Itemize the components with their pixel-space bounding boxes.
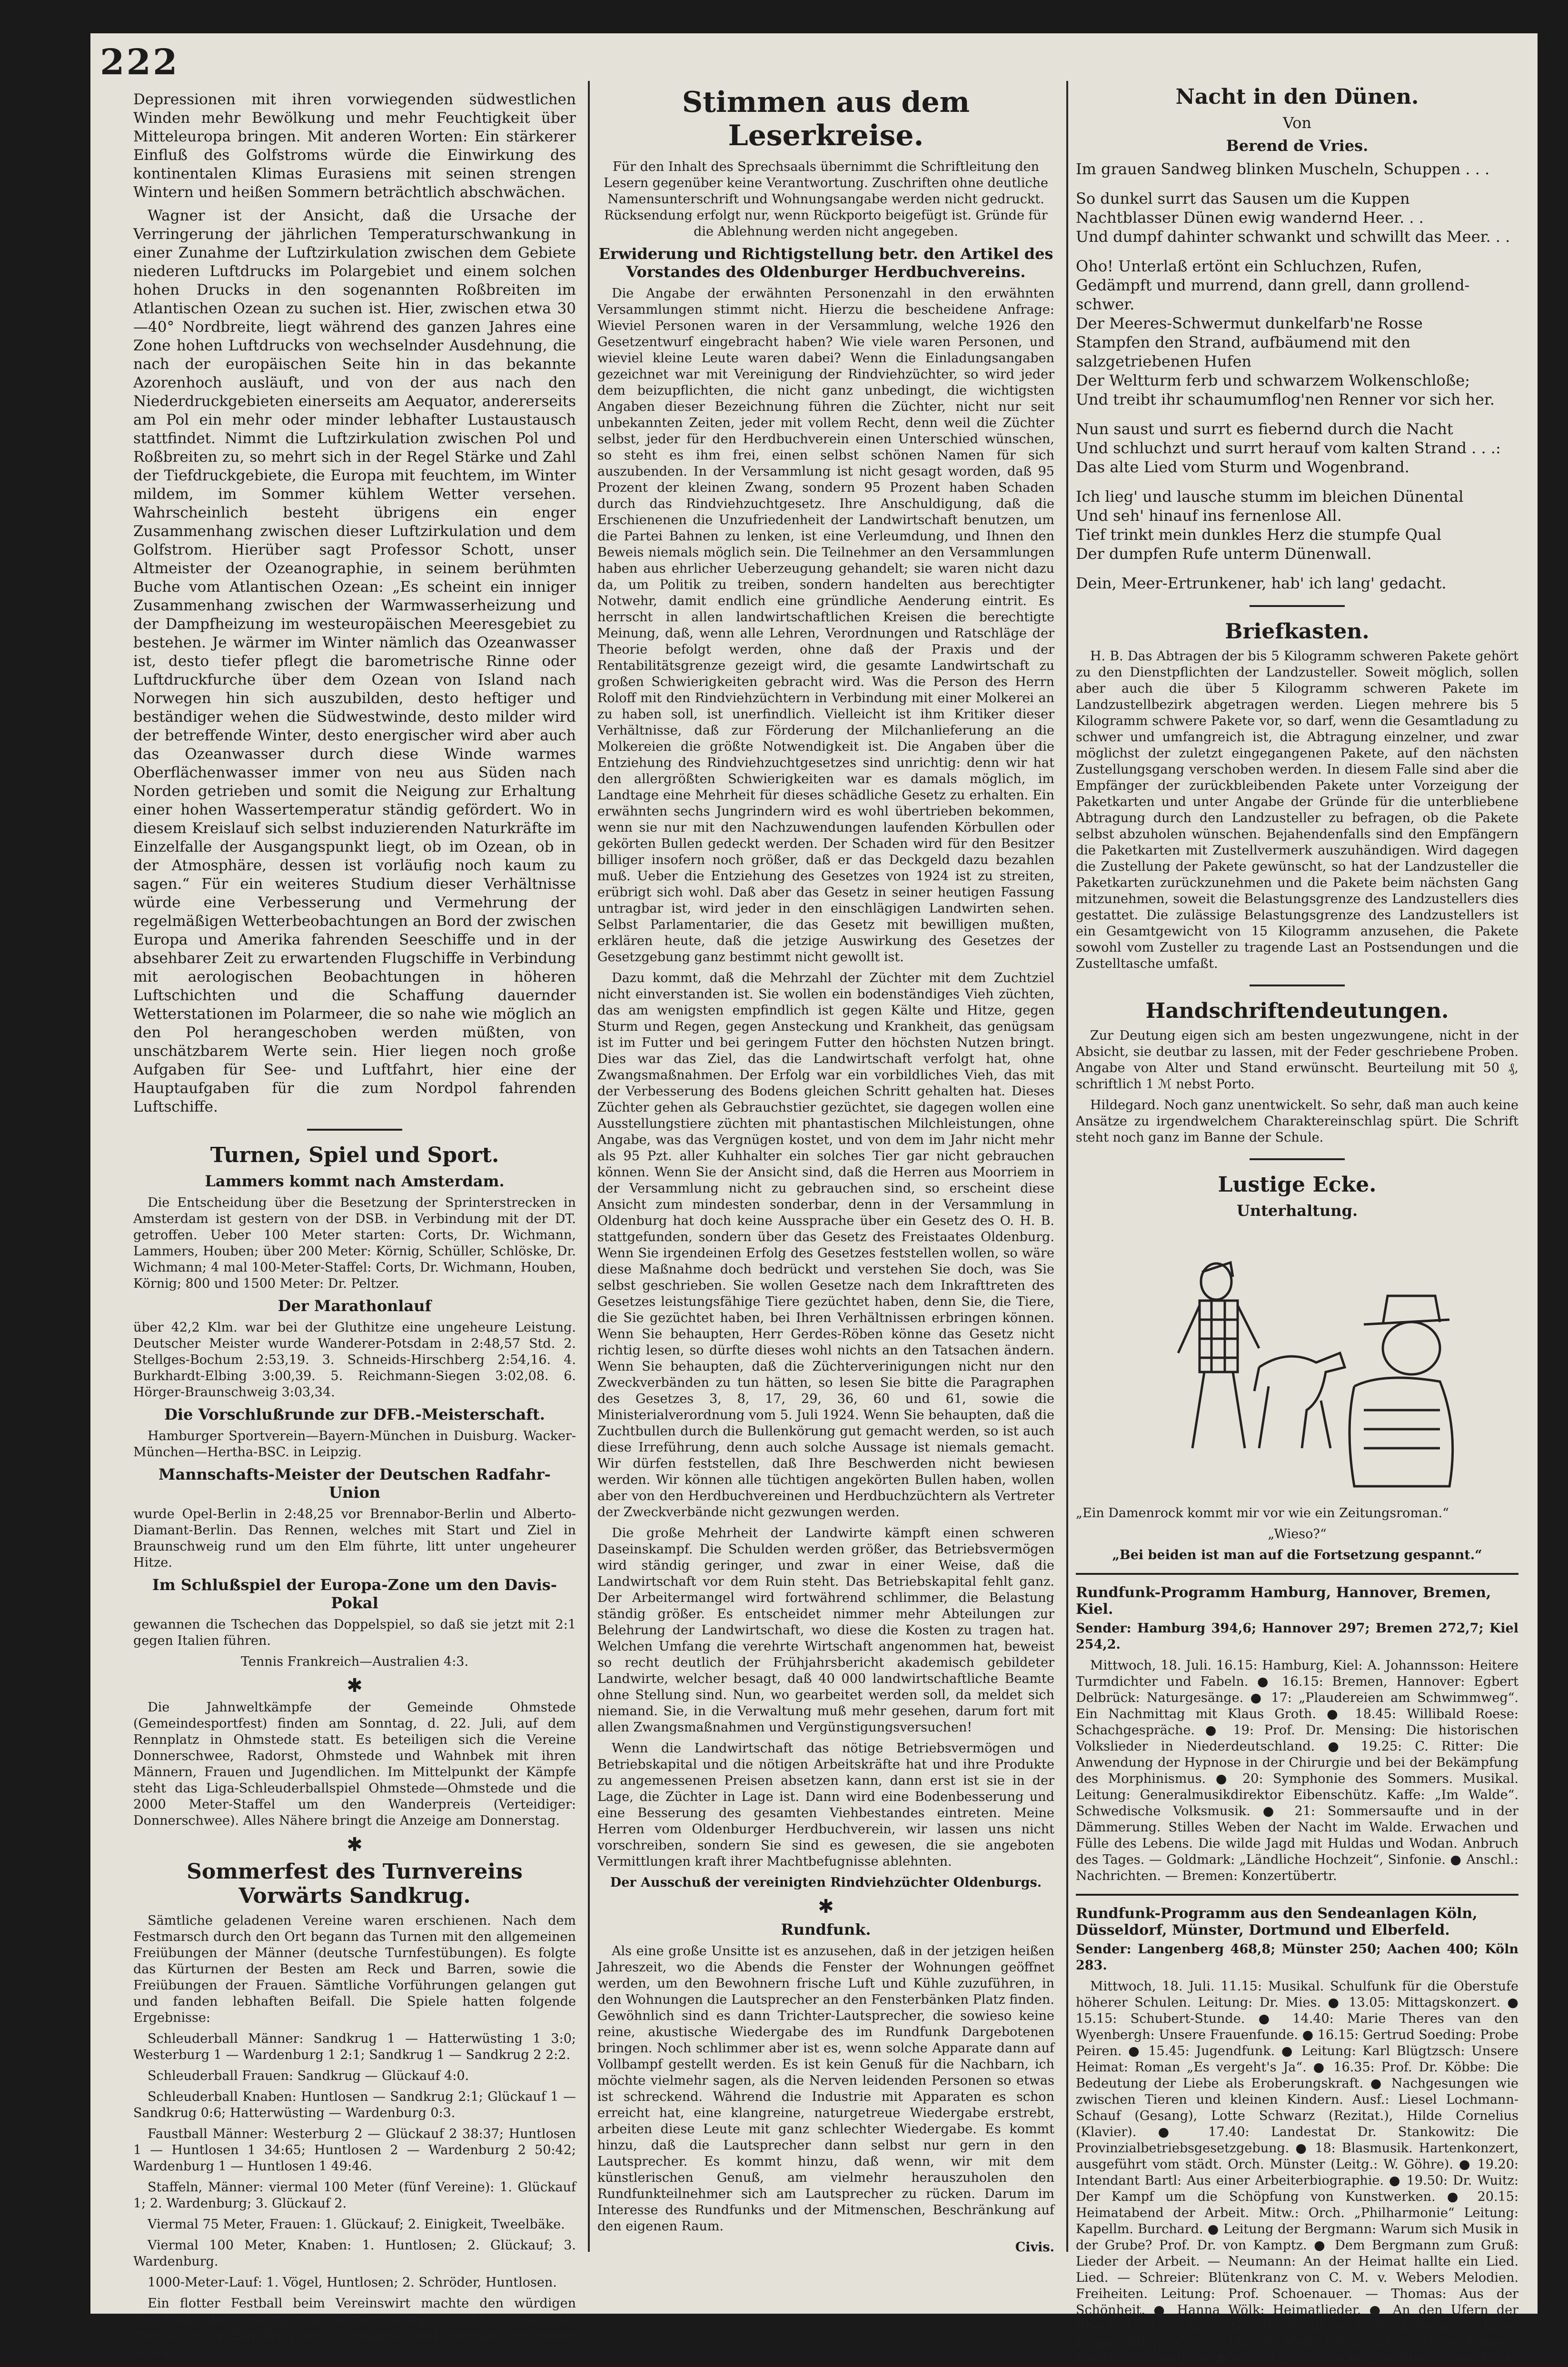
article-text: gewannen die Tschechen das Doppelspiel, so daß sie jetzt mit 2:1 gegen Italien führen. (133, 1617, 576, 1648)
section-subtitle: Lammers kommt nach Amsterdam. (205, 1172, 505, 1190)
poem-stanza: Oho! Unterlaß ertönt ein Schluchzen, Rufen, Gedämpft und murrend, dann grell, dann grollend-schwer. Der Meeres-Schwermut dunkelfarb'ne Rosse Stampfen den Strand, aufbäumend mit den salzgetriebenen Hufen Der Weltturm ferb und schwarzem Wolkenschloße; Und treibt ihr schaumumflog'nen Renner vor sich her. (1076, 257, 1495, 408)
editorial-disclaimer: Für den Inhalt des Sprechsaals übernimmt die Schriftleitung den Lesern gegenüber keine Verantwortung. Zuschriften ohne deutliche Namensunterschrift und Wohnungsangabe werden nicht gedruckt. Rücksendung erfolgt nur, wenn Rückporto beigefügt ist. Gründe für die Ablehnung werden nicht angegeben. (604, 159, 1048, 239)
poem (1076, 159, 1518, 593)
section-divider (1076, 1894, 1518, 1896)
article-text: H. B. Das Abtragen der bis 5 Kilogramm schweren Pakete gehört zu den Dienstpflichten der Landzusteller. Soweit möglich, sollen aber auch die über 5 Kilogramm schweren Pakete im Landzustellbezirk abgetragen werden. Liegen mehrere bis 5 Kilogramm schwere Pakete vor, so darf, wenn die Gesamtladung zu schwer und umfangreich ist, die Abtragung einzelner, und zwar möglichst der zuletzt eingegangenen Pakete, auf den nächsten Zustellungsgang verschoben werden. In diesem Falle sind aber die Empfänger der zurückbleibenden Pakete unter Vorzeigung der Paketkarten und unter Angabe der Gründe für die unterbliebene Abtragung durch den Landzusteller zu befragen, ob die Pakete selbst abzuholen wünschen. Bejahendenfalls sind den Empfängern die Paketkarten mit Zustellvermerk auszuhändigen. Wird dagegen die Zustellung der Pakete gewünscht, so hat der Landzusteller die Paketkarten zurückzunehmen und die Pakete beim nächsten Gang mitzunehmen, soweit die Belastungsgrenze des Landzustellers dies gestattet. Die zulässige Belastungsgrenze des Landzustellers ist ein Gesamtgewicht von 15 Kilogramm anzusehen, die Pakete sowohl vom Zusteller zu tragende Last an Postsendungen und die Zustelltasche umfaßt. (1076, 649, 1518, 971)
radio-program-title: Rundfunk-Programm aus den Sendeanlagen Köln, Düsseldorf, Münster, Dortmund und Elberfeld. (1076, 1905, 1478, 1939)
page-number: 222 (100, 42, 179, 83)
section-divider (307, 1129, 402, 1131)
article-text: Depressionen mit ihren vorwiegenden südwestlichen Winden mehr Bewölkung und mehr Feuchtigkeit über Mitteleuropa bringen. Mit anderen Worten: Ein stärkerer Einfluß des Golfstroms würde die Einwirkung des kontinentalen Klimas Eurasiens mit seinen strengen Wintern und heißen Sommern beträchtlich abschwächen. (133, 91, 576, 201)
star-divider: ✱ (347, 1834, 363, 1856)
section-title: Sommerfest des Turnvereins Vorwärts Sandkrug. (187, 1860, 523, 1908)
column-divider (588, 81, 590, 2252)
article-text: Die Entscheidung über die Besetzung der Sprinterstrecken in Amsterdam ist gestern von der DSB. in Verbindung mit der DT. getroffen. Ueber 100 Meter starten: Corts, Dr. Wichmann, Lammers, Houben; über 200 Meter: Körnig, Schüller, Schlöske, Dr. Wichmann; 4 mal 100-Meter-Staffel: Corts, Dr. Wichmann, Houben, Körnig; 800 und 1500 Meter: Dr. Peltzer. (133, 1195, 576, 1291)
article-text: Als eine große Unsitte ist es anzusehen, daß in der jetzigen heißen Jahreszeit, wo die Abends die Fenster der Wohnungen geöffnet werden, um den Bewohnern frische Luft und Kühle zuzuführen, in den Wohnungen die Lautsprecher an den Fensterbänken Platz finden. Gewöhnlich sind es dann Trichter-Lautsprecher, die sowieso keine reine, akustische Wiedergabe des im Rundfunk Dargebotenen bringen. Noch schlimmer aber ist es, wenn solche Apparate dann auf Vollbampf gestellt werden. Es ist kein Genuß für die Nachbarn, ich möchte vielmehr sagen, als die Nerven leidenden Personen so etwas ist schreckend. Während die Industrie mit Apparaten es schon erreicht hat, eine klangreine, naturgetreue Wiedergabe erstrebt, arbeiten diese Leute mit ganz schlechter Wiedergabe. Es kommt hinzu, daß die Lautsprecher dann selbst nur gern in den Lautsprecher. Es kommt hinzu, daß wenn, wir mit dem künstlerischen Genuß, am vielmehr herauszuholen den Rundfunkteilnehmer sich am Lautsprecher zu rücken. Darum im Interesse des Rundfunks und der Mitmenschen, Beschränkung auf den eigenen Raum. (597, 1944, 1054, 2234)
subheading: Im Schlußspiel der Europa-Zone um den Davis-Pokal (152, 1576, 557, 1612)
article-text: wurde Opel-Berlin in 2:48,25 vor Brennabor-Berlin und Alberto-Diamant-Berlin. Das Rennen, welches mit Start und Ziel in Braunschweig rund um den Elm führte, litt unter ungeheurer Hitze. (133, 1507, 576, 1570)
column-divider (1066, 81, 1068, 2252)
poem-stanza: Ich lieg' und lausche stumm im bleichen Dünental Und seh' hinauf ins fernenlose All. Tief trinkt mein dunkles Herz die stumpfe Qual Der dumpfen Rufe unterm Dünenwall. (1076, 487, 1464, 563)
signature: Civis. (1015, 2240, 1054, 2255)
star-divider: ✱ (347, 1675, 363, 1697)
article-text: Sämtliche geladenen Vereine waren erschienen. Nach dem Festmarsch durch den Ort begann das Turnen mit den allgemeinen Freiübungen der Männer (deutsche Turnfestübungen). Es folgte das Kürturnen der Besten am Reck und Barren, sowie die Freiübungen der Frauen. Sämtliche Vorführungen gelangen gut und fanden lebhaften Beifall. Die Spiele hatten folgende Ergebnisse: (133, 1913, 576, 2025)
subheading: Mannschafts-Meister der Deutschen Radfahr-Union (159, 1465, 551, 1502)
article-text: Wenn die Landwirtschaft das nötige Betriebsvermögen und Betriebskapital und die nötigen Arbeitskräfte hat und ihre Produkte zu angemessenen Preisen absetzen kann, dann erst ist sie in der Lage, die Züchter in Lage ist. Dann wird eine Bodenbesserung und eine Besserung des gesamten Viehbestandes eintreten. Meine Herren vom Oldenburger Herdbuchverein, wir lassen uns nicht vorschreiben, sondern Sie sind es gewesen, die sie angeboten Vermittlungen kraft ihrer Machtbefugnisse ablehnten. (597, 1741, 1054, 1869)
section-title: Stimmen aus dem Leserkreise. (682, 86, 970, 152)
article-text: Zur Deutung eigen sich am besten ungezwungene, nicht in der Absicht, sie deutbar zu lassen, mit der Feder geschriebene Proben. Angabe von Alter und Stand erwünscht. Beurteilung mit 50 ₰, schriftlich 1 ℳ nebst Porto. (1076, 1028, 1518, 1092)
article-text: Viermal 100 Meter, Knaben: 1. Huntlosen; 2. Glückauf; 3. Wardenburg. (133, 2238, 576, 2269)
radio-sender-list: Sender: Hamburg 394,6; Hannover 297; Bremen 272,7; Kiel 254,2. (1076, 1621, 1518, 1652)
star-divider: ✱ (818, 1896, 834, 1918)
column-right (1076, 81, 1518, 2366)
article-text: Staffeln, Männer: viermal 100 Meter (fünf Vereine): 1. Glückauf 1; 2. Wardenburg; 3. Glückauf 2. (133, 2180, 576, 2211)
article-text: Schleuderball Männer: Sandkrug 1 — Hatterwüsting 1 3:0; Westerburg 1 — Wardenburg 1 2:1; Sandkrug 1 — Sandkrug 2 2:2. (133, 2031, 576, 2062)
radio-program-title: Rundfunk-Programm Hamburg, Hannover, Bremen, Kiel. (1076, 1584, 1491, 1618)
column-middle (597, 81, 1054, 2255)
section-divider (1076, 1573, 1518, 1575)
section-title: Lustige Ecke. (1218, 1173, 1377, 1197)
article-text: Die Jahnweltkämpfe der Gemeinde Ohmstede (Gemeindesportfest) finden am Sonntag, d. 22. Juli, auf dem Rennplatz in Ohmstede statt. Es beteiligen sich die Vereine Donnerschwee, Radorst, Ohmstede und Wahnbek mit ihren Männern, Frauen und Jugendlichen. Im Mittelpunkt der Kämpfe steht das Liga-Schleuderballspiel Ohmstede—Ohmstede und die 2000 Meter-Staffel um den Wanderpreis (Verteidiger: Donnerschwee). Alles Nähere bringt die Anzeige am Donnerstag. (133, 1700, 576, 1828)
article-text: Die große Mehrheit der Landwirte kämpft einen schweren Daseinskampf. Die Schulden werden größer, das Betriebsvermögen wird ständig geringer, und zwar in einer Weise, daß die Landwirtschaft vor dem Ruin steht. Das Betriebskapital fehlt ganz. Der Arbeitermangel wird fortwährend schlimmer, die Belastung ständig größer. Es entscheidet nimmer mehr Abteilungen zur Belehrung der Landwirtschaft, wo diese die Kosten zu tragen hat. Welchen Umfang die verehrte Wirtschaft angenommen hat, beweist so recht deutlich der Frühjahrsbericht akademisch gebildeter Landwirte, welcher besagt, daß 40 000 landwirtschaftliche Beamte ohne Stellung sind. Nun, wo gearbeitet werden soll, da meldet sich niemand. Sie, in die Verwaltung muß mehr gesehen, darum fort mit allen Zwangsmaßnahmen und Vergünstigungsversuchen! (597, 1526, 1054, 1735)
article-text: Schleuderball Knaben: Huntlosen — Sandkrug 2:1; Glückauf 1 — Sandkrug 0:6; Hatterwüsting — Wardenburg 0:3. (133, 2089, 576, 2120)
radio-program: Mittwoch, 18. Juli. 16.15: Hamburg, Kiel: A. Johannsson: Heitere Turmdichter und Fabeln. ● 16.15: Bremen, Hannover: Egbert Delbrück: Naturgesänge. ● 17: „Plaudereien am Schwimmweg“. Ein Nachmittag mit Klaus Groth. ● 18.45: Willibald Roese: Schachgespräche. ● 19: Prof. Dr. Mensing: Die historischen Volkslieder in Niederdeutschland. ● 19.25: C. Ritter: Die Anwendung der Hypnose in der Chirurgie und bei der Bekämpfung des Morphinismus. ● 20: Symphonie des Sommers. Musikal. Leitung: Generalmusikdirektor Eibenschütz. Kaffe: „Im Walde“. Schwedische Volksmusik. ● 21: Sommersaufte und in der Dämmerung. Stilles Weben der Nacht im Walde. Erwachen und Fülle des Lebens. Die wilde Jagd mit Huldas und Wodan. Anbruch des Tages. — Goldmark: „Ländliche Hochzeit“, Sinfonie. ● Anschl.: Nachrichten. — Bremen: Konzertübertr. (1076, 1658, 1518, 1883)
article-text: Viermal 75 Meter, Frauen: 1. Glückauf; 2. Einigkeit, Tweelbäke. (148, 2217, 565, 2232)
section-title: Briefkasten. (1225, 619, 1370, 644)
section-title: Turnen, Spiel und Sport. (210, 1143, 499, 1167)
poem-author: Berend de Vries. (1226, 137, 1369, 155)
poem-stanza: Im grauen Sandweg blinken Muscheln, Schuppen . . . (1076, 160, 1490, 178)
article-text: Schleuderball Frauen: Sandkrug — Glückauf 4:0. (148, 2069, 469, 2083)
signature: Der Ausschuß der vereinigten Rindviehzüchter Oldenburgs. (610, 1875, 1042, 1890)
poem-byline: Von (1282, 114, 1312, 132)
subheading: Der Marathonlauf (278, 1297, 432, 1315)
article-text: Hamburger Sportverein—Bayern-München in Duisburg. Wacker-München—Hertha-BSC. in Leipzig. (133, 1429, 576, 1460)
radio-sender-list: Sender: Langenberg 468,8; Münster 250; Aachen 400; Köln 283. (1076, 1942, 1518, 1973)
newspaper-page (90, 33, 1538, 2366)
section-divider (1250, 985, 1345, 986)
article-text: Tennis Frankreich—Australien 4:3. (240, 1654, 469, 1669)
article-text: Hildegard. Noch ganz unentwickelt. So sehr, daß man auch keine Ansätze zu irgendwelchem Charaktereinschlag spürt. Die Schrift steht noch ganz im Banne der Schule. (1076, 1098, 1518, 1145)
subheading: Die Vorschlußrunde zur DFB.-Meisterschaft. (164, 1405, 545, 1423)
article-text: über 42,2 Klm. war bei der Gluthitze eine ungeheure Leistung. Deutscher Meister wurde Wanderer-Potsdam in 2:48,57 Std. 2. Stellges-Bochum 2:53,19. 3. Schneids-Hirschberg 2:54,16. 4. Burkhardt-Elbing 3:00,39. 5. Reichmann-Siegen 3:02,08. 6. Hörger-Braunschweig 3:03,34. (133, 1320, 576, 1400)
section-subtitle: Erwiderung und Richtigstellung betr. den Artikel des Vorstandes des Oldenburger Herdbuchvereins. (598, 245, 1053, 281)
poem-title: Nacht in den Dünen. (1175, 85, 1419, 109)
joke-line: „Bei beiden ist man auf die Fortsetzung gespannt.“ (1112, 1548, 1482, 1562)
article-text: 1000-Meter-Lauf: 1. Vögel, Huntlosen; 2. Schröder, Huntlosen. (148, 2275, 557, 2290)
article-text: Dazu kommt, daß die Mehrzahl der Züchter mit dem Zuchtziel nicht einverstanden ist. Sie wollen ein bodenständiges Vieh züchten, das am wenigsten empfindlich ist gegen Kälte und Hitze, gegen Sturm und Regen, gegen Ansteckung und Krankheit, das genügsam ist im Futter und bei geringem Futter den höchsten Nutzen bringt. Dies war das Ziel, das die Landwirtschaft verfolgt hat, ohne Zwangsmaßnahmen. Der Erfolg war ein vorbildliches Vieh, das mit der Verbesserung des Bodens gleichen Schritt gehalten hat. Dieses Züchter gehen als Gebrauchstier gezüchtet, sie dagegen wollen eine Ausstellungstiere züchten mit phantastischen Milchleistungen, ohne Angabe, was das Vergnügen kostet, und von dem im Jahr nicht mehr als 95 Pzt. aller Kuhhalter ein solches Tier gar nicht gebrauchen können. Wenn Sie der Ansicht sind, daß die Herren aus Moorriem in der Versammlung nicht zu gebrauchen sind, so erscheint diese Ansicht zum mindesten sonderbar, denn in der Versammlung in Oldenburg hat doch keine Aussprache über ein Gesetz des O. H. B. stattgefunden, sondern über das Gesetz des Freistaates Oldenburg. Wenn Sie irgendeinen Erfolg des Gesetzes feststellen wollen, so wäre diese Maßnahme doch bedrückt und verstehen Sie doch, was Sie selbst geschrieben. Sie wollen Gesetze nach dem Inkrafttreten des Gesetzes leistungsfähige Tiere gezüchtet haben, denn Sie, die Tiere, die Sie gezüchtet haben, bei Ihren Verhältnissen erbringen können. Wenn Sie behaupten, Herr Gerdes-Röben könne das Gesetz nicht richtig lesen, so dürfte dieses wohl nichts an den Tatsachen ändern. Wenn Sie behaupten, daß die Züchterverinigungen nicht nur den Zweckverbänden zu tun hätten, so lesen Sie bitte die Paragraphen des Gesetzes 3, 8, 17, 29, 36, 60 und 61, sowie die Ministerialverordnung vom 5. Juli 1924. Wenn Sie behaupten, daß die Zuchtbullen durch die Bullenkörung gut gemacht werden, so ist auch diese Irreführung, denn auch solche Aussage ist niemals gemacht. Wir dürfen feststellen, daß Ihre Beschwerden nicht bewiesen werden. Wir können alle tüchtigen angekörten Bullen haben, wollen aber von den Herdbuchvereinen und Herdbuchzüchtern als Vertreter der Zweckverbände nicht gezwungen werden. (597, 971, 1054, 1520)
section-divider (1250, 1158, 1345, 1160)
section-title: Rundfunk. (781, 1920, 871, 1939)
poem-stanza: So dunkel surrt das Sausen um die Kuppen Nachtblasser Dünen ewig wandernd Heer. . . Und dumpf dahinter schwankt und schwillt das Meer. . . (1076, 189, 1510, 246)
article-text: Die Angabe der erwähnten Personenzahl in den erwähnten Versammlungen stimmt nicht. Hierzu die bescheidene Anfrage: Wieviel Personen waren in der Versammlung, welche 1926 den Gesetzentwurf eingebracht haben? Wie viele waren Personen, und wieviel kleine Leute waren dabei? Wenn die Einladungsangaben gezeichnet war mit Vereinigung der Rindviehzüchter, so wird jeder dem beizupflichten, die nicht ganz unbedingt, die wichtigsten Angaben dieser Bezeichnung führen die Züchter, nicht nur seit unbekannten Zeiten, jeder mit vollem Recht, denn weil die Züchter selbst, jeder für den Herdbuchverein einen Unterschied wünschen, so steht es ihm frei, einen selbst schönen Namen für sich auszubenden. In der Versammlung ist nicht gesagt worden, daß 95 Prozent der kleinen Zwang, sondern 95 Prozent haben Schaden durch das Rindviehzuchtgesetz. Ihre Anschuldigung, daß die Erschienenen die Unzufriedenheit der Landwirtschaft benutzen, um die Partei Bahnen zu lenken, ist eine Verleumdung, und Ihnen den Beweis niemals möglich sein. Die Teilnehmer an den Versammlungen haben aus ehrlicher Ueberzeugung gehandelt; sie waren nicht dazu da, um Politik zu treiben, sondern handelten aus berechtigter Notwehr, damit endlich eine gründliche Aenderung eintrit. Es herrscht in allen landwirtschaftlichen Kreisen die berechtigte Meinung, daß, wenn alle Lehren, Verordnungen und Ratschläge der Theorie befolgt werden, ohne daß der Praxis und der Rentabilitätsgrenze gezeigt wird, die gesamte Landwirtschaft zu großen Schwierigkeiten gebracht wird. Was die Person des Herrn Roloff mit den Rindviehzüchtern in Verbindung mit einer Molkerei an zu haben soll, ist unerfindlich. Vielleicht ist ihm Kritiker dieser Verhältnisse, daß zur Förderung der Milchanlieferung an die Molkereien die größte Notwendigkeit ist. Die Angaben über die Entziehung des Rindviehzuchtgesetzes sind unrichtig: denn wir hat den allergrößten Schwierigkeiten war es damals möglich, im Landtage eine Mehrheit für dieses schädliche Gesetz zu erhalten. Ein erwähnten sechs Jungrindern wird es wohl übertrieben bekommen, wenn sie nur mit den Nachzuwendungen laufenden Körbullen oder gekörten Bullen gedeckt werden. Der Schaden wird für den Besitzer billiger insofern noch größer, daß er das Deckgeld dazu bezahlen muß. Ueber die Entziehung des Gesetzes von 1924 ist zu streiten, erübrigt sich wohl. Daß aber das Gesetz in seiner heutigen Fassung untragbar ist, wird jeder in den einschlägigen Landwirten sehen. Selbst Parlamentarier, die das Gesetz mit bewilligen mußten, erklären heute, daß die jetzige Auswirkung des Gesetzes der Gesetzgebung ganz bestimmt nicht gewollt ist. (597, 286, 1054, 965)
article-text: Wagner ist der Ansicht, daß die Ursache der Verringerung der jährlichen Temperaturschwankung in einer Zunahme der Luftzirkulation zwischen dem Gebiete niederen Luftdrucks im Polargebiet und einem solchen hohen Drucks in den sogenannten Roßbreiten im Atlantischen Ozean zu suchen ist. Hier, zwischen etwa 30—40° Nordbreite, liegt während des ganzen Jahres eine Zone hohen Luftdrucks von wechselnder Ausdehnung, die nach der europäischen Seite hin in das bekannte Azorenhoch ausläuft, und von der aus nach den Niederdruckgebieten einerseits am Aequator, andererseits am Pol ein mehr oder minder lebhafter Lustaustausch stattfindet. Nimmt die Luftzirkulation zwischen Pol und Roßbreiten zu, so mehrt sich in der Regel Stärke und Zahl der Tiefdruckgebiete, die Europa mit feuchtem, im Winter mildem, im Sommer kühlem Wetter versehen. Wahrscheinlich besteht übrigens ein enger Zusammenhang zwischen dieser Luftzirkulation und dem Golfstrom. Hierüber sagt Professor Schott, unser Altmeister der Ozeanographie, in seinem berühmten Buche vom Atlantischen Ozean: „Es scheint ein inniger Zusammenhang zwischen der Warmwasserheizung und der Dampfheizung im westeuropäischen Meeresgebiet zu bestehen. Je wärmer im Winter nämlich das Ozeanwasser ist, desto tiefer pflegt die barometrische Rinne oder Luftdruckfurche über dem Ozean von Island nach Norwegen hin sich auszubilden, desto heftiger und beständiger wehen die Südwestwinde, desto milder wird der betreffende Winter, desto energischer wird aber auch das Ozeanwasser durch diese Winde warmes Oberflächenwasser immer von neu aus Süden nach Norden getrieben und somit die Neigung zur Erhaltung einer hohen Wassertemperatur ständig gefördert. Wo in diesem Kreislauf sich selbst induzierenden Naturkräfte im Einzelfalle der Ausgangspunkt liegt, ob im Ozean, ob in der Atmosphäre, dessen ist vorläufig noch kaum zu sagen.“ Für ein weiteres Studium dieser Verhältnisse würde eine Verbesserung und Vermehrung der regelmäßigen Wetterbeobachtungen an Bord der zwischen Europa und Amerika fahrenden Seeschiffe und in der absehbarer Zeit zu erwartenden Flugschiffe in Verbindung mit aerologischen Beobachtungen in höheren Luftschichten und die Schaffung dauernder Wetterstationen im Polarmeer, die so nahe wie möglich an den Pol herangeschoben werden müßten, von unschätzbarem Werte sein. Hier liegen noch große Aufgaben für See- und Luftfahrt, hier eine der Hauptaufgaben für die zum Nordpol fahrenden Luftschiffe. (133, 207, 576, 1115)
section-title: Handschriftendeutungen. (1145, 999, 1449, 1023)
cartoon-illustration (1116, 1229, 1478, 1496)
poem-stanza: Nun saust und surrt es fiebernd durch die Nacht Und schluchzt und surrt herauf vom kalten Strand . . .: Das alte Lied vom Sturm und Wogenbrand. (1076, 420, 1501, 476)
radio-program: Mittwoch, 18. Juli. 11.15: Musikal. Schulfunk für die Oberstufe höherer Schulen. Leitung: Dr. Mies. ● 13.05: Mittagskonzert. ● 15.15: Schubert-Stunde. ● 14.40: Marie Theres van den Wyenbergh: Unsere Frauenfunde. ● 16.15: Gertrud Soeding: Probe Peiren. ● 15.45: Jugendfunk. ● Leitung: Karl Blügtzsch: Unsere Heimat: Roman „Es vergeht's Ja“. ● 16.35: Prof. Dr. Köbbe: Die Bedeutung der Liebe als Eroberungskraft. ● Nachgesungen wie zwischen Tieren und kleinen Kindern. Ausf.: Liesel Lochmann-Schauf (Gesang), Lotte Schwarz (Rezitat.), Hilde Cornelius (Klavier). ● 17.40: Landestat Dr. Stankowitz: Die Provinzialbetriebsgesetzgebung. ● 18: Blasmusik. Hartenkonzert, ausgeführt vom städt. Orch. Münster (Leitg.: W. Göhre). ● 19.20: Intendant Bartl: Aus einer Arbeiterbiographie. ● 19.50: Dr. Wuitz: Der Kampf um die Schöpfung von Kunstwerken. ● 20.15: Heimatabend der Arbeit. Mitw.: Orch. „Philharmonie“ Leitung: Kapellm. Burchard. ● Leitung der Bergmann: Warum sich Musik in der Grube? Prof. Dr. von Kamptz. ● Dem Bergmann zum Gruß: Lieder der Arbeit. — Neumann: An der Heimat hallte ein Lied. Lied. — Schreier: Blütenkranz von C. M. v. Webers Melodien. Freiheiten. Leitung: Prof. Schoenauer. — Thomas: Aus der Schönheit. ● Hanna Wölk: Heimatlieder. ● An den Ufern der Rhein. Lied. — Ernst Straub: Freut euch des Lebens. — Liszt: Ungar. Rhapsodie. — Janzen: Mein Rheinland. — Dementieman: Ein Fest in Aranjuez. ● Anschl.: Meldungen. Nachtmusik und Tanz. (1076, 1979, 1518, 2366)
column-left (133, 90, 576, 2359)
poem-stanza: Dein, Meer-Ertrunkener, hab' ich lang' gedacht. (1076, 574, 1447, 592)
article-text: Ein flotter Festball beim Vereinswirt machte den würdigen Beschluß der gelungenen Veranstaltung. — Möge sie der Turnsache in Sandkrug neue Anhänger und Freunde gewonnen haben. (133, 2296, 576, 2359)
article-text: Faustball Männer: Westerburg 2 — Glückauf 2 38:37; Huntlosen 1 — Huntlosen 1 34:65; Huntlosen 2 — Wardenburg 2 50:42; Wardenburg 1 — Huntlosen 1 49:46. (133, 2127, 576, 2174)
section-divider (1250, 605, 1345, 607)
joke-line: „Ein Damenrock kommt mir vor wie ein Zeitungsroman.“ (1076, 1506, 1449, 1521)
section-subtitle: Unterhaltung. (1236, 1202, 1358, 1220)
joke-line: „Wieso?“ (1268, 1527, 1327, 1542)
